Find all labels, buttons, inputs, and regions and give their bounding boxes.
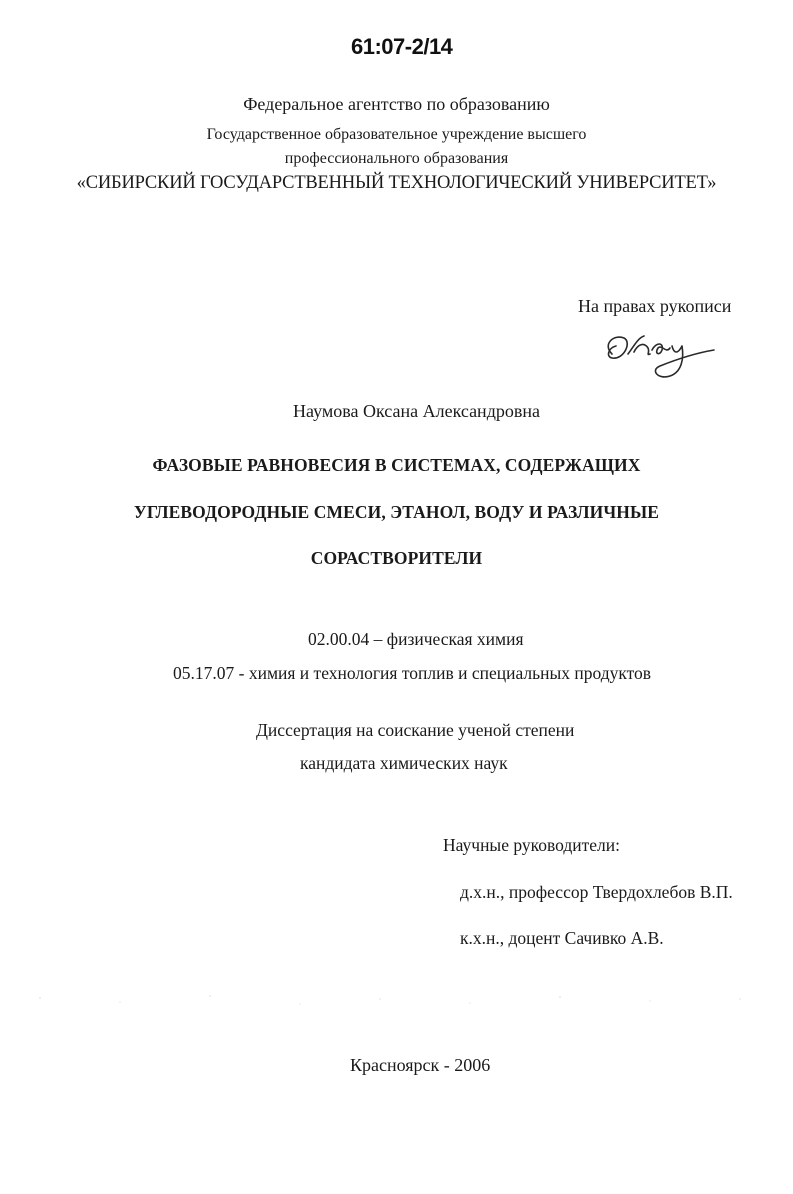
scan-noise: [0, 990, 793, 1030]
institution-line-2: профессионального образования: [284, 150, 509, 167]
dissertation-title-line-2: УГЛЕВОДОРОДНЫЕ СМЕСИ, ЭТАНОЛ, ВОДУ И РАЗЛИЧНЫЕ: [133, 502, 660, 522]
specialty-code-1: 02.00.04 – физическая химия: [308, 629, 524, 649]
degree-line-1: Диссертация на соискание ученой степени: [256, 720, 575, 740]
city-year: Красноярск - 2006: [350, 1055, 491, 1075]
archive-stamp: 61:07-2/14: [351, 34, 453, 59]
specialty-code-2: 05.17.07 - химия и технология топлив и специальных продуктов: [173, 663, 652, 683]
supervisor-2: к.х.н., доцент Сачивко А.В.: [460, 928, 664, 948]
supervisors-label: Научные руководители:: [443, 835, 620, 855]
agency-name: Федеральное агентство по образованию: [243, 94, 550, 114]
institution-line-1: Государственное образовательное учреждение высшего: [206, 126, 587, 143]
rights-note: На правах рукописи: [578, 296, 732, 316]
degree-line-2: кандидата химических наук: [300, 753, 508, 773]
university-name: «СИБИРСКИЙ ГОСУДАРСТВЕННЫЙ ТЕХНОЛОГИЧЕСКИЙ УНИВЕРСИТЕТ»: [76, 173, 717, 193]
signature-icon: [598, 324, 718, 386]
dissertation-title-line-3: СОРАСТВОРИТЕЛИ: [310, 548, 483, 568]
dissertation-title-line-1: ФАЗОВЫЕ РАВНОВЕСИЯ В СИСТЕМАХ, СОДЕРЖАЩИХ: [152, 455, 641, 475]
supervisor-1: д.х.н., профессор Твердохлебов В.П.: [460, 882, 733, 902]
author-name: Наумова Оксана Александровна: [293, 401, 540, 421]
